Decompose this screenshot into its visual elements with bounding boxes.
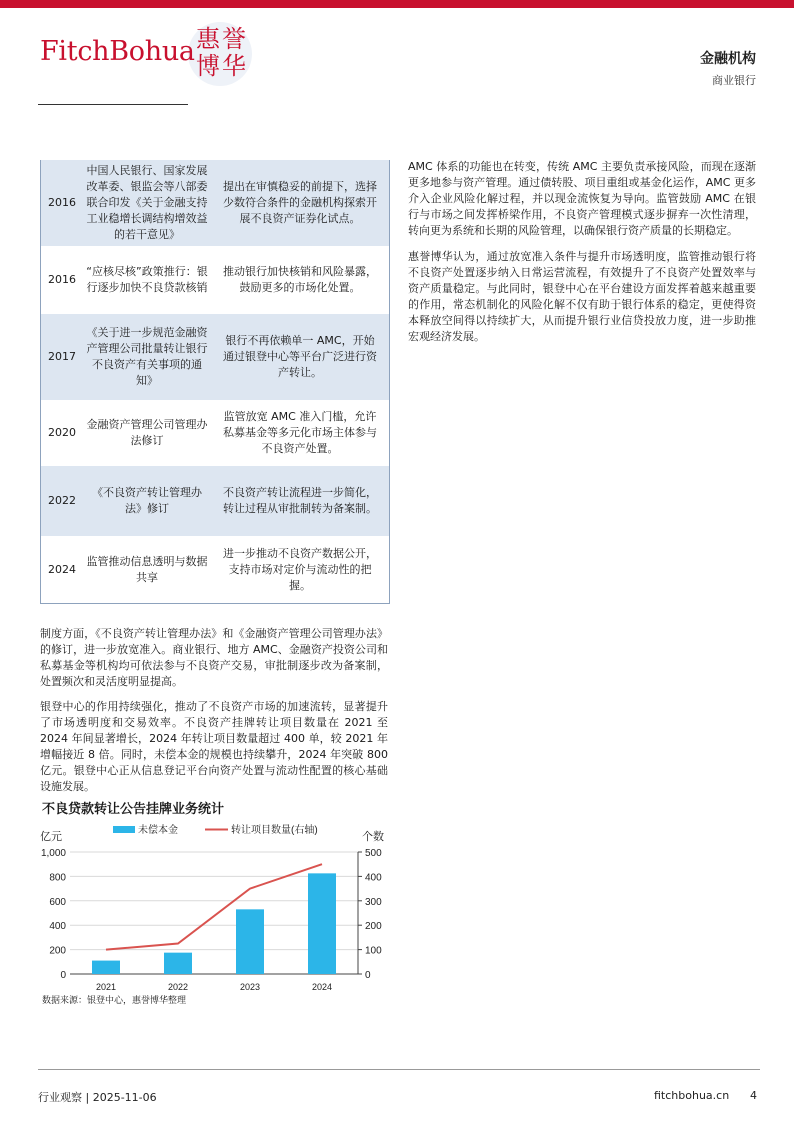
chart-canvas: [30, 815, 400, 995]
section-subtitle: 商业银行: [712, 74, 756, 87]
page-number: 4: [750, 1089, 757, 1102]
row-year: 2016: [48, 196, 76, 209]
left-tick-label: 200: [49, 945, 66, 957]
row-year: 2024: [48, 562, 76, 576]
row-document: 金融资产管理公司管理办法修订: [86, 418, 208, 447]
row-document: 《不良资产转让管理办法》修订: [92, 486, 202, 515]
row-document: 监管推动信息透明与数据共享: [86, 554, 208, 584]
row-year: 2017: [48, 350, 76, 363]
left-tick-label: 400: [49, 921, 66, 933]
footer-report-info: 行业观察 | 2025-11-06: [38, 1091, 157, 1104]
bar-2024: [308, 873, 336, 974]
row-effect: 进一步推动不良资产数据公开，支持市场对定价与流动性的把握。: [223, 546, 377, 592]
left-tick-label: 800: [49, 872, 66, 884]
table-row: [41, 536, 389, 603]
section-header: [700, 48, 756, 88]
top-accent-bar: [0, 0, 794, 8]
right-column-text: [408, 159, 756, 355]
paragraph: 制度方面，《不良资产转让管理办法》和《金融资产管理公司管理办法》的修订，进一步放宽准入。商业银行、地方 AMC、金融资产投资公司和私募基金等机构均可依法参与不良资产交易，审批制逐步改为备案制，处置频次和灵活度明显提高。: [40, 627, 388, 688]
row-effect: 不良资产转让流程进一步简化，转让过程从审批制转为备案制。: [223, 486, 377, 515]
right-tick-label: 400: [365, 872, 382, 884]
x-tick-label: 2022: [167, 982, 189, 992]
row-year: 2016: [48, 273, 76, 286]
x-tick-label: 2021: [95, 982, 117, 992]
table-row: [41, 400, 389, 466]
table-row: [41, 314, 389, 400]
row-effect: 提出在审慎稳妥的前提下，选择少数符合条件的金融机构探索开展不良资产证券化试点。: [223, 180, 377, 225]
left-tick-label: 1,000: [40, 848, 66, 859]
right-tick-label: 300: [365, 896, 382, 908]
x-tick-label: 2024: [311, 982, 333, 992]
footer-website-link[interactable]: fitchbohua.cn: [654, 1089, 730, 1102]
row-document: 中国人民银行、国家发展改革委、银监会等八部委联合印发《关于金融支持工业稳增长调结构增效益的若干意见》: [86, 164, 208, 241]
left-column-text: [40, 626, 388, 804]
x-tick-label: 2023: [239, 982, 261, 992]
row-effect: 银行不再依赖单一 AMC，开始通过银登中心等平台广泛进行资产转让。: [223, 334, 377, 379]
npl-transfer-chart: [30, 815, 400, 1015]
left-axis-title: 亿元: [40, 831, 62, 843]
right-tick-label: 0: [365, 970, 371, 981]
bar-2023: [236, 909, 264, 974]
bar-2022: [164, 953, 192, 974]
section-title: 金融机构: [700, 51, 756, 67]
logo-chinese-name: 惠誉博华: [196, 25, 248, 80]
header-divider: [38, 104, 188, 105]
left-tick-label: 0: [60, 970, 66, 981]
row-year: 2020: [48, 426, 76, 439]
right-tick-label: 500: [365, 848, 382, 859]
row-effect: 监管放宽 AMC 准入门槛，允许私募基金等多元化市场主体参与不良资产处置。: [223, 410, 377, 455]
legend-line-label: 转让项目数量(右轴): [231, 825, 318, 836]
line-series-transfer-count: [106, 864, 322, 949]
legend-bar-swatch: [113, 826, 135, 833]
chart-source: 数据来源：银登中心，惠誉博华整理: [42, 996, 187, 1006]
row-document: “应核尽核”政策推行：银行逐步加快不良贷款核销: [86, 265, 208, 294]
policy-table: [40, 160, 390, 604]
row-effect: 推动银行加快核销和风险暴露，鼓励更多的市场化处置。: [223, 265, 377, 294]
chart-title: 不良贷款转让公告挂牌业务统计: [42, 802, 225, 817]
row-document: 《关于进一步规范金融资产管理公司批量转让银行不良资产有关事项的通知》: [86, 326, 208, 387]
table-row: [41, 160, 389, 246]
fitchbohua-logo: [40, 26, 270, 96]
logo-wordmark: FitchBohua: [40, 36, 195, 67]
legend-bar-label: 未偿本金: [138, 825, 178, 836]
right-tick-label: 200: [365, 921, 382, 933]
left-tick-label: 600: [49, 896, 66, 908]
paragraph: 惠誉博华认为，通过放宽准入条件与提升市场透明度，监管推动银行将不良资产处置逐步纳入日常运营流程，有效提升了不良资产处置效率与资产质量稳定。与此同时，银登中心在平台建设方面发挥着越来越重要的作用，常态机制化的风险化解不仅有助于银行体系的稳定，更使得资本释放空间得以持续扩大，从而提升银行业信贷投放力度，进一步助推宏观经济发展。: [408, 250, 756, 343]
row-year: 2022: [48, 494, 76, 507]
right-tick-label: 100: [365, 945, 382, 957]
footer-divider: [38, 1069, 760, 1070]
table-row: [41, 246, 389, 314]
paragraph: AMC 体系的功能也在转变，传统 AMC 主要负责承接风险，而现在逐渐更多地参与资产管理。通过债转股、项目重组或基金化运作，AMC 更多介入企业风险化解过程，并以现金流恢复为导向。监管鼓励 AMC 在银行与市场之间发挥桥梁作用，不良资产管理模式逐步摒弃一次性清理，转向更为系统和长期的风险管理，以确保银行资产质量的长期稳定。: [408, 160, 756, 237]
table-row: [41, 466, 389, 536]
right-axis-title: 个数: [362, 831, 384, 843]
paragraph: 银登中心的作用持续强化，推动了不良资产市场的加速流转，显著提升了市场透明度和交易效率。不良资产挂牌转让项目数量在 2021 至 2024 年间显著增长，2024 年转让项目数量超过 400 单，较 2021 年增幅接近 8 倍。同时，未偿本金的规模也持续攀升，2024 年突破 800 亿元。银登中心正从信息登记平台向资产处置与流动性配置的核心基础设施发展。: [40, 700, 388, 793]
bar-2021: [92, 961, 120, 974]
